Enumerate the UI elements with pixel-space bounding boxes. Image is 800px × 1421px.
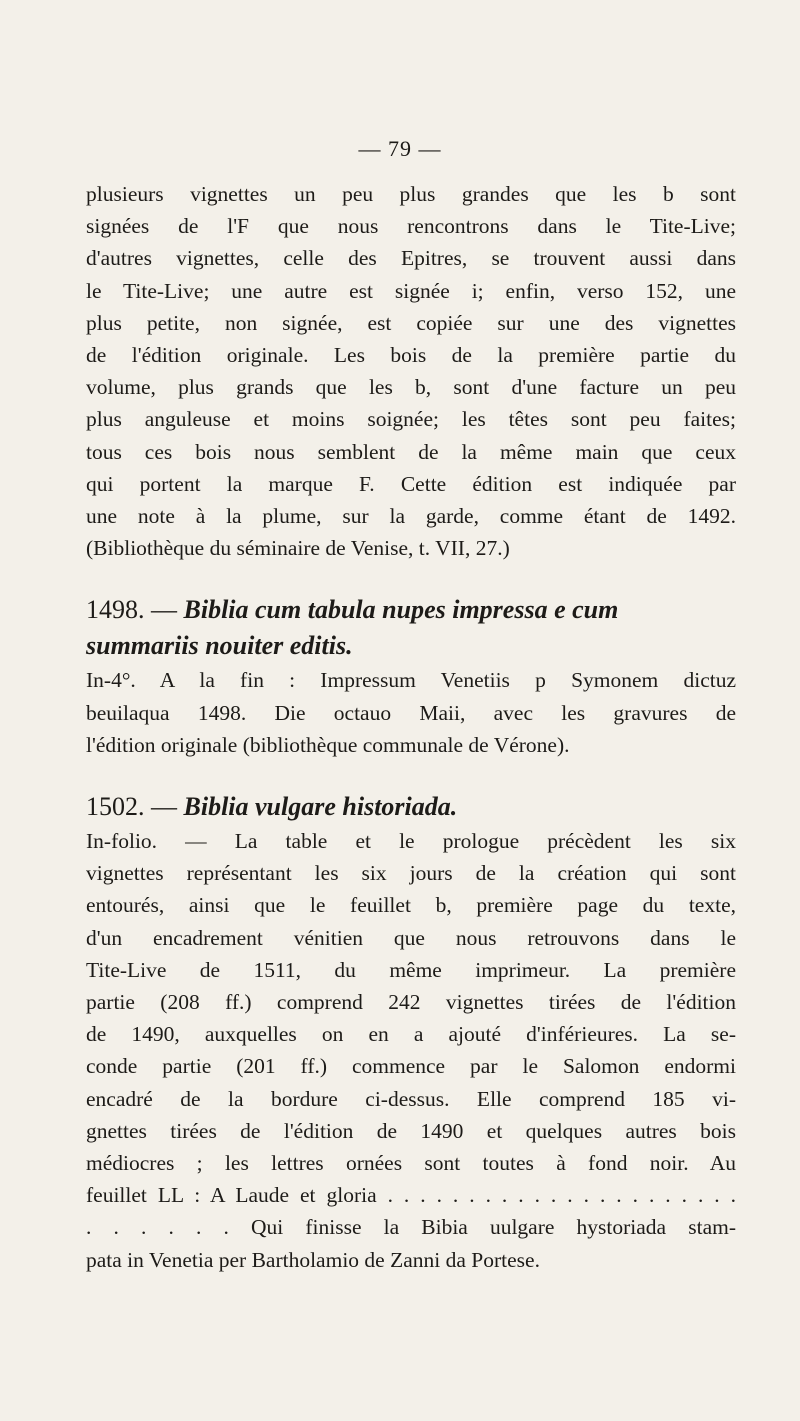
text-line: médiocres ; les lettres ornées sont toutes à fond noir. Au — [86, 1151, 736, 1176]
text-line: le Tite-Live; une autre est signée i; enfin, verso 152, une — [86, 278, 736, 303]
text-line: plus anguleuse et moins soignée; les têtes sont peu faites; — [86, 407, 736, 432]
paragraph-2 — [86, 664, 736, 761]
page-number: — 79 — — [358, 136, 442, 161]
entry-year: 1498. — — [86, 595, 177, 625]
paragraph-3 — [86, 825, 736, 1276]
entry-heading-1502 — [86, 789, 736, 825]
text-line: l'édition originale (bibliothèque communale de Vérone). — [86, 732, 570, 757]
text-line: plusieurs vignettes un peu plus grandes que les b sont — [86, 182, 736, 206]
text-line: une note à la plume, sur la garde, comme étant de 1492. — [86, 504, 736, 529]
text-line: signées de l'F que nous rencontrons dans le Tite-Live; — [86, 214, 736, 239]
text-line: pata in Venetia per Bartholamio de Zanni da Portese. — [86, 1247, 540, 1272]
text-line: feuillet LL : A Laude et gloria . . . . . . . . . . . . . . . . . . . . . . — [86, 1183, 736, 1208]
page-text — [86, 178, 736, 1276]
text-line: conde partie (201 ff.) commence par le Salomon endormi — [86, 1054, 736, 1079]
entry-title: Biblia vulgare historiada. — [183, 792, 458, 822]
text-line: . . . . . . Qui finisse la Bibia uulgare hystoriada stam- — [86, 1215, 736, 1240]
entry-heading-1498 — [86, 592, 736, 664]
text-line: partie (208 ff.) comprend 242 vignettes tirées de l'édition — [86, 990, 736, 1015]
entry-year: 1502. — — [86, 792, 177, 822]
text-line: entourés, ainsi que le feuillet b, première page du texte, — [86, 893, 736, 918]
text-line: (Bibliothèque du séminaire de Venise, t. VII, 27.) — [86, 536, 510, 561]
text-line: d'autres vignettes, celle des Epitres, se trouvent aussi dans — [86, 246, 736, 271]
text-line: gnettes tirées de l'édition de 1490 et quelques autres bois — [86, 1118, 736, 1143]
paragraph-1 — [86, 178, 736, 564]
text-line: tous ces bois nous semblent de la même main que ceux — [86, 439, 736, 464]
entry-title-continued: summariis nouiter editis. — [86, 631, 353, 661]
text-line: de 1490, auxquelles on en a ajouté d'inférieures. La se- — [86, 1022, 736, 1047]
text-line: d'un encadrement vénitien que nous retrouvons dans le — [86, 925, 736, 950]
text-line: beuilaqua 1498. Die octauo Maii, avec les gravures de — [86, 700, 736, 725]
text-line: qui portent la marque F. Cette édition est indiquée par — [86, 471, 736, 496]
text-line: vignettes représentant les six jours de la création qui sont — [86, 861, 736, 886]
text-line: volume, plus grands que les b, sont d'une facture un peu — [86, 375, 736, 400]
text-line: plus petite, non signée, est copiée sur une des vignettes — [86, 310, 736, 335]
text-line: Tite-Live de 1511, du même imprimeur. La première — [86, 957, 736, 982]
text-line: In-4°. A la fin : Impressum Venetiis p Symonem dictuz — [86, 668, 736, 693]
text-line: In-folio. — La table et le prologue précèdent les six — [86, 829, 736, 854]
text-line: de l'édition originale. Les bois de la première partie du — [86, 343, 736, 368]
text-line: encadré de la bordure ci-dessus. Elle comprend 185 vi- — [86, 1086, 736, 1111]
entry-title: Biblia cum tabula nupes impressa e cum — [183, 595, 619, 625]
